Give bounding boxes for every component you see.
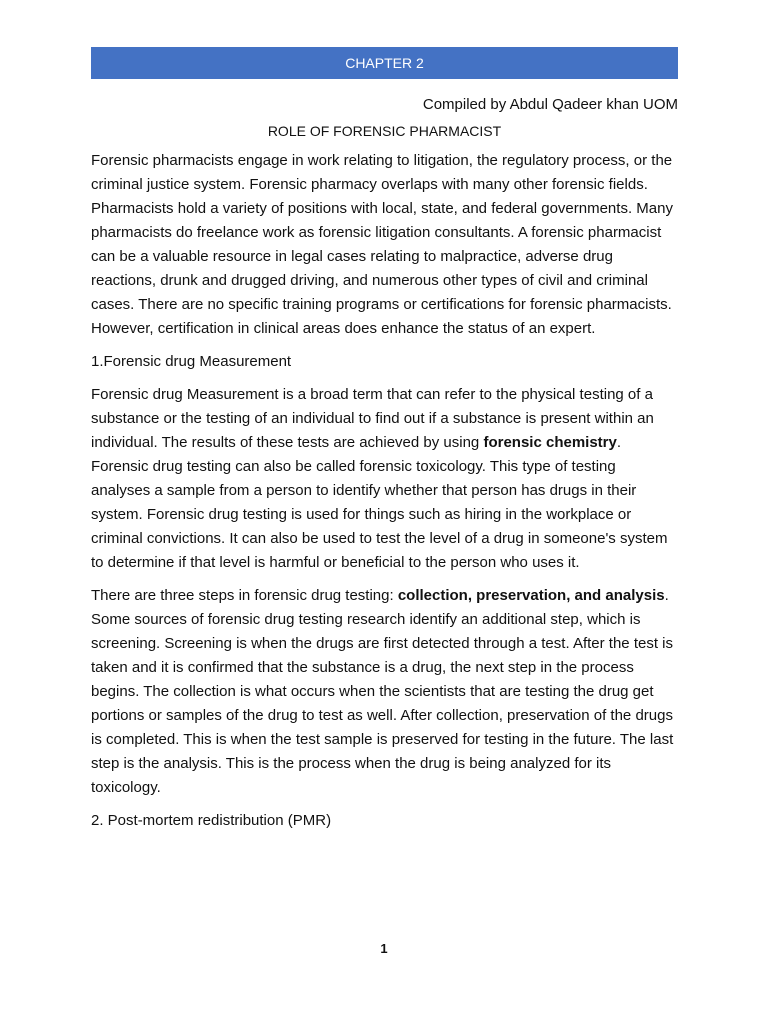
section-1-paragraph-2 [91, 584, 678, 800]
section-1-p1-text-b: . Forensic drug testing can also be called forensic toxicology. This type of testing analyses a sample from a person to identify whether that person has drugs in their system. Forensic drug testing is used for things such as hiring in the workplace or criminal convictions. It can also be used to test the level of a drug in someone's system to determine if that level is harmful or beneficial to the person who uses it. [91, 434, 668, 571]
section-2-heading: 2. Post-mortem redistribution (PMR) [91, 812, 332, 829]
chapter-header-bar [91, 47, 678, 79]
chapter-label: CHAPTER 2 [345, 55, 424, 71]
section-1-heading: 1.Forensic drug Measurement [91, 353, 292, 370]
section-1-paragraph-1 [91, 383, 678, 575]
page-number: 1 [380, 941, 388, 956]
compiled-by-line: Compiled by Abdul Qadeer khan UOM [422, 96, 678, 113]
document-title: ROLE OF FORENSIC PHARMACIST [267, 123, 502, 139]
document-body [91, 96, 678, 842]
section-1-p1-text-a: Forensic drug Measurement is a broad term that can refer to the physical testing of a substance or the testing of an individual to find out if a substance is present within an individual. The results of these tests are achieved by using [91, 386, 654, 451]
section-1-p2-bold: collection, preservation, and analysis [397, 587, 665, 604]
section-1-p2-text-a: There are three steps in forensic drug testing: [91, 587, 398, 604]
section-1-p2-text-b: . Some sources of forensic drug testing research identify an additional step, which is screening. Screening is when the drugs are first detected through a test. After the test is taken and it is confirmed that the substance is a drug, the next step in the process begins. The collection is what occurs when the scientists that are testing the drug get portions or samples of the drug to test as well. After collection, preservation of the drugs is completed. This is when the test sample is preserved for testing in the future. The last step is the analysis. This is the process when the drug is being analyzed for its toxicology. [91, 587, 674, 796]
section-1-p1-bold: forensic chemistry [483, 434, 617, 451]
intro-paragraph: Forensic pharmacists engage in work relating to litigation, the regulatory process, or the criminal justice system. Forensic pharmacy overlaps with many other forensic fields. Pharmacists hold a variety of positions with local, state, and federal governments. Many pharmacists do freelance work as forensic litigation consultants. A forensic pharmacist can be a valuable resource in legal cases relating to malpractice, adverse drug reactions, drunk and drugged driving, and numerous other types of civil and criminal cases. There are no specific training programs or certifications for forensic pharmacists. However, certification in clinical areas does enhance the status of an expert. [91, 152, 673, 337]
